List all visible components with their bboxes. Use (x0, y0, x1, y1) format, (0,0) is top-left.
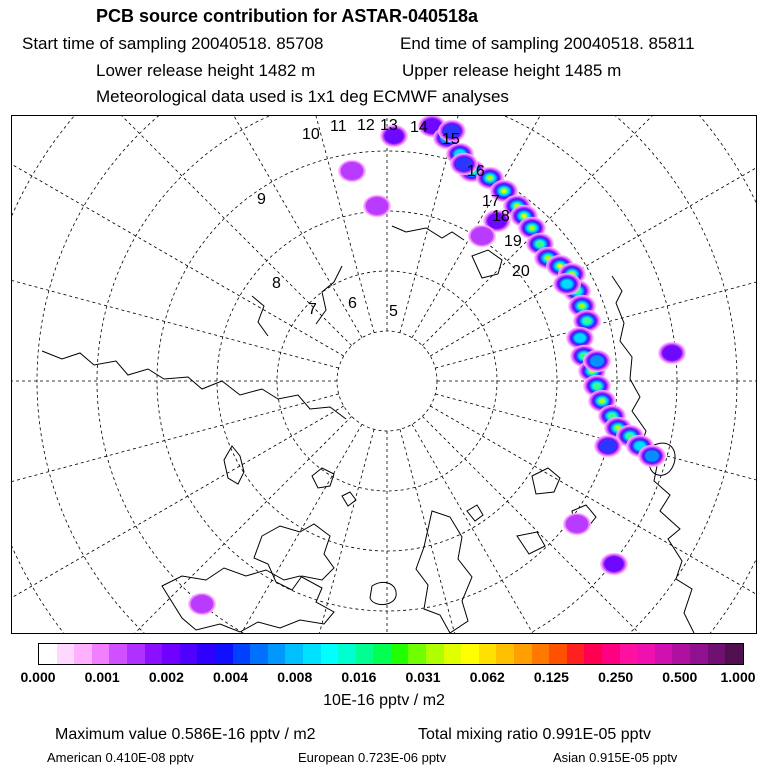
colorbar-swatch (233, 644, 251, 664)
asian-contribution: Asian 0.915E-05 pptv (553, 750, 678, 765)
colorbar-swatch (461, 644, 479, 664)
latitude-circle (12, 116, 756, 633)
colorbar-swatch (39, 644, 57, 664)
day-label: 13 (380, 117, 398, 134)
coast-kamchatka (252, 266, 342, 336)
colorbar-swatch (514, 644, 532, 664)
plume-cell (566, 515, 588, 533)
meridian-line (12, 116, 352, 346)
start-time-label: Start time of sampling 20040518. 85708 (22, 34, 324, 53)
plume-cell (579, 304, 585, 308)
plume-cell (529, 226, 535, 230)
colorbar-swatch (109, 644, 127, 664)
latitude-circle (12, 116, 756, 633)
day-label: 18 (492, 208, 510, 225)
plume-cell (583, 318, 591, 325)
colorbar-tick-label: 0.008 (277, 669, 313, 685)
colorbar-swatch (197, 644, 215, 664)
plume-cell (341, 162, 363, 180)
meridian-line (435, 394, 756, 562)
colorbar-swatch (479, 644, 497, 664)
colorbar-swatch (373, 644, 391, 664)
colorbar-swatch (338, 644, 356, 664)
map-canvas (12, 116, 756, 633)
meridian-line (12, 116, 344, 356)
colorbar-swatch (655, 644, 673, 664)
day-label: 8 (272, 275, 281, 292)
colorbar-swatch (215, 644, 233, 664)
colorbar-swatch (408, 644, 426, 664)
colorbar-tick-label: 0.062 (469, 669, 505, 685)
plume-cell (502, 189, 506, 192)
coast-greenland (416, 511, 472, 633)
colorbar-tick-label: 0.002 (148, 669, 184, 685)
colorbar-tick-label: 0.500 (662, 669, 698, 685)
coast-svalbard (312, 468, 356, 506)
colorbar-swatch (690, 644, 708, 664)
european-contribution: European 0.723E-06 pptv (298, 750, 447, 765)
latitude-circle (12, 116, 756, 633)
plume-cell (522, 214, 526, 217)
colorbar-swatch (444, 644, 462, 664)
plume-cell (487, 176, 493, 180)
day-label: 12 (357, 117, 375, 134)
plume-cell (590, 355, 604, 366)
colorbar-tick-label: 0.016 (341, 669, 377, 685)
plume-cell (599, 399, 605, 403)
latitude-circle (337, 331, 437, 431)
plume-cell (645, 450, 659, 461)
colorbar-swatch (145, 644, 163, 664)
colorbar-swatch (549, 644, 567, 664)
day-label: 16 (467, 163, 485, 180)
colorbar-swatch (672, 644, 690, 664)
day-label: 10 (302, 126, 320, 143)
day-label: 17 (482, 193, 500, 210)
plume-cell (600, 439, 617, 452)
plume-cell (574, 334, 585, 343)
colorbar-swatch (708, 644, 726, 664)
day-label: 15 (442, 131, 460, 148)
day-label: 5 (389, 303, 398, 320)
american-contribution: American 0.410E-08 pptv (47, 750, 194, 765)
colorbar-swatch (391, 644, 409, 664)
colorbar-swatch (74, 644, 92, 664)
colorbar-swatch (637, 644, 655, 664)
colorbar-swatch (321, 644, 339, 664)
meridian-line (206, 429, 374, 633)
day-label: 19 (504, 233, 522, 250)
colorbar-swatch (426, 644, 444, 664)
colorbar-swatch (602, 644, 620, 664)
plume-cell (536, 241, 544, 248)
day-label: 9 (257, 191, 266, 208)
met-data-label: Meteorological data used is 1x1 deg ECMWF analyses (96, 87, 509, 106)
day-label: 20 (512, 263, 530, 280)
colorbar-swatch (180, 644, 198, 664)
day-label: 6 (348, 295, 357, 312)
coastlines (32, 226, 696, 633)
max-value-label: Maximum value 0.586E-16 pptv / m2 (55, 726, 316, 743)
colorbar-tick-label: 1.000 (720, 669, 756, 685)
colorbar-swatch (356, 644, 374, 664)
coast-novaya-zemlya (224, 446, 244, 484)
colorbar-swatch (92, 644, 110, 664)
colorbar-swatch (57, 644, 75, 664)
polar-map (11, 115, 757, 634)
colorbar-swatch (268, 644, 286, 664)
colorbar-tick-label: 0.125 (533, 669, 569, 685)
colorbar-swatch (725, 644, 743, 664)
day-label: 14 (410, 119, 428, 136)
colorbar-swatch (285, 644, 303, 664)
colorbar-swatch (127, 644, 145, 664)
coast-scandinavia (254, 524, 334, 590)
colorbar-tick-label: 0.250 (598, 669, 634, 685)
plume-cell (471, 227, 493, 245)
upper-release-label: Upper release height 1485 m (402, 61, 622, 80)
meridian-line (430, 406, 756, 633)
colorbar-swatch (250, 644, 268, 664)
lat-lon-grid (12, 116, 756, 633)
colorbar-swatch (162, 644, 180, 664)
colorbar-tick-label: 0.004 (213, 669, 249, 685)
day-label: 7 (308, 301, 317, 318)
colorbar-unit: 10E-16 pptv / m2 (323, 692, 445, 709)
plume-cell (604, 556, 624, 572)
meridian-line (12, 200, 339, 368)
colorbar-swatch (584, 644, 602, 664)
colorbar-swatch (496, 644, 514, 664)
end-time-label: End time of sampling 20040518. 85811 (400, 34, 695, 53)
colorbar (38, 643, 744, 665)
coast-siberia (42, 351, 346, 419)
lower-release-label: Lower release height 1482 m (96, 61, 316, 80)
colorbar-tick-label: 0.000 (20, 669, 56, 685)
plume-cell (561, 280, 572, 289)
colorbar-swatch (532, 644, 550, 664)
latitude-circle (37, 116, 737, 633)
colorbar-swatch (303, 644, 321, 664)
day-label: 11 (330, 118, 347, 135)
colorbar-tick-label: 0.031 (405, 669, 441, 685)
coast-iceland (370, 582, 396, 604)
plume-cell (191, 595, 213, 613)
colorbar-swatch (620, 644, 638, 664)
colorbar-tick-label: 0.001 (84, 669, 120, 685)
plume-cell (366, 197, 388, 215)
total-mixing-label: Total mixing ratio 0.991E-05 pptv (418, 726, 652, 743)
plume-cell (593, 383, 601, 390)
colorbar-swatch (567, 644, 585, 664)
plume-cell (662, 345, 682, 361)
plot-title: PCB source contribution for ASTAR-040518a (96, 6, 479, 26)
meridian-line (12, 394, 339, 562)
